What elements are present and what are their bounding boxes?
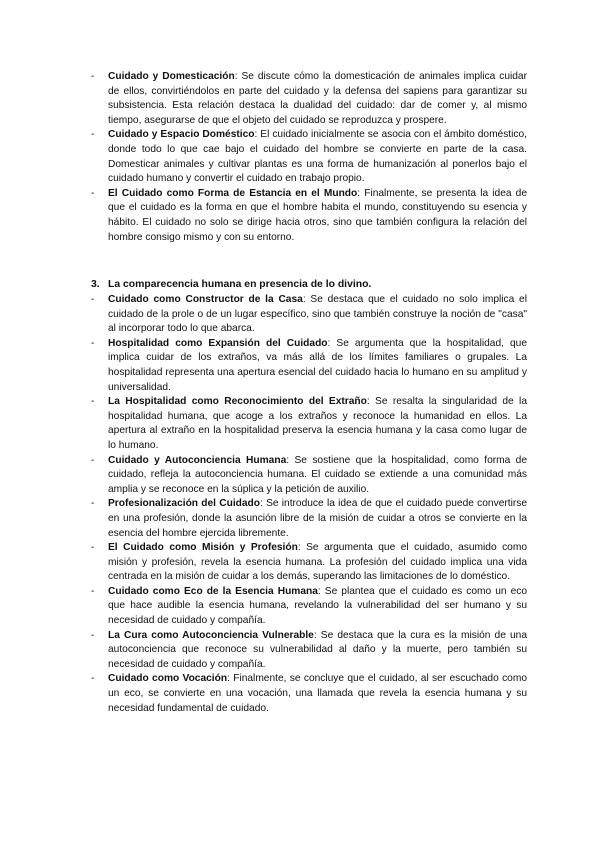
item-title: La Cura como Autoconciencia Vulnerable	[108, 629, 314, 641]
item-text: : Se resalta la singularidad de la hospitalidad humana, que acoge a los extraños y reconoce la humanidad en ellos. La apertura al extraño en la hospitalidad preserva la esencia humana y la casa como lugar de lo humano.	[108, 396, 527, 451]
list-item	[91, 187, 527, 245]
item-text: : Se introduce la idea de que el cuidado puede convertirse en una profesión, donde la asunción libre de la misión de cuidar a otros se convierte en la esencia del hombre ejercida libremente.	[108, 498, 527, 539]
list-dash: -	[91, 129, 95, 141]
list-item	[91, 337, 527, 395]
list-dash: -	[91, 542, 95, 554]
list-item	[91, 585, 527, 629]
item-title: El Cuidado como Forma de Estancia en el Mundo	[108, 187, 358, 199]
item-title: Cuidado como Constructor de la Casa	[108, 294, 303, 305]
list-dash: -	[91, 294, 95, 305]
item-title: Cuidado y Autoconciencia Humana	[108, 454, 287, 466]
item-text: : Finalmente, se presenta la idea de que el cuidado es la forma en que el hombre habita el mundo, constituyendo su esencia y hábito. El cuidado no solo se dirige hacia otros, sino que también configura la relación del hombre consigo mismo y con su entorno.	[108, 187, 527, 243]
list-dash: -	[91, 498, 95, 510]
list-dash: -	[91, 187, 95, 199]
list-item	[91, 395, 527, 453]
list-item	[91, 70, 527, 128]
list-dash: -	[91, 585, 95, 597]
list-item	[91, 672, 527, 716]
section-number: 3.	[91, 279, 100, 290]
list-item	[91, 293, 527, 337]
item-title: Cuidado y Domesticación	[108, 71, 235, 82]
list-item	[91, 541, 527, 585]
item-text: : El cuidado inicialmente se asocia con el ámbito doméstico, donde todo lo que cae bajo el cuidado del hombre se convierte en parte de la casa. Domesticar animales y cultivar plantas es una forma de humanización al ponerlos bajo el cuidado humano y convertir el cuidado en trabajo propio.	[108, 129, 527, 185]
list-dash: -	[91, 396, 95, 408]
list-dash: -	[91, 629, 95, 641]
section1-list	[91, 70, 527, 245]
item-title: La Hospitalidad como Reconocimiento del Extraño	[108, 396, 367, 408]
item-text: : Finalmente, se concluye que el cuidado, al ser escuchado como un eco, se convierte en una vocación, una llamada que revela la esencia humana y su necesidad fundamental de cuidado.	[108, 673, 527, 714]
list-item	[91, 128, 527, 186]
item-text: : Se discute cómo la domesticación de animales implica cuidar de ellos, convirtiéndolos en parte del cuidado y la defensa del sapiens para garantizar su subsistencia. Esta relación destaca la dualidad del cuidado: dar de comer y, al mismo tiempo, asegurarse de que el objeto del cuidado se reproduzca y prospere.	[108, 71, 527, 126]
item-title: Profesionalización del Cuidado	[108, 498, 260, 510]
item-title: Cuidado como Eco de la Esencia Humana	[108, 585, 318, 597]
item-text: : Se sostiene que la hospitalidad, como forma de cuidado, refleja la autoconciencia humana. El cuidado se extiende a una comunidad más amplia y se reconoce en la súplica y la petición de auxilio.	[108, 454, 527, 495]
list-dash: -	[91, 673, 95, 685]
list-dash: -	[91, 337, 95, 349]
list-dash: -	[91, 71, 95, 82]
item-text: : Se argumenta que la hospitalidad, que implica cuidar de los extraños, va más allá de los límites familiares o grupales. La hospitalidad representa una apertura esencial del cuidado hacia lo humano en su amplitud y universalidad.	[108, 337, 527, 393]
item-title: El Cuidado como Misión y Profesión	[108, 542, 298, 554]
item-text: : Se destaca que el cuidado no solo implica el cuidado de la prole o de un lugar específico, sino que también construye la noción de "casa" al incorporar todo lo que abarca.	[108, 294, 527, 335]
item-text: : Se plantea que el cuidado es como un eco que hace audible la esencia humana, revelando la vulnerabilidad del ser humano y su necesidad de cuidado y compañía.	[108, 585, 528, 627]
list-item	[91, 629, 527, 673]
section-heading	[91, 278, 371, 293]
list-item	[91, 454, 527, 498]
list-item	[91, 497, 527, 541]
section-title: La comparecencia humana en presencia de lo divino.	[108, 279, 372, 290]
item-title: Cuidado y Espacio Doméstico	[108, 129, 255, 141]
item-title: Cuidado como Vocación	[108, 673, 228, 685]
list-dash: -	[91, 454, 95, 466]
item-text: : Se destaca que la cura es la misión de una autoconciencia que reconoce su vulnerabilidad al daño y la muerte, pero también su necesidad de cuidado y compañía.	[108, 629, 527, 670]
item-text: : Se argumenta que el cuidado, asumido como misión y profesión, revela la esencia humana. La profesión del cuidado implica una vida centrada en la misión de cuidar a los demás, superando las limitaciones de lo doméstico.	[108, 542, 528, 583]
item-title: Hospitalidad como Expansión del Cuidado	[108, 337, 328, 349]
section3-list	[91, 293, 527, 716]
